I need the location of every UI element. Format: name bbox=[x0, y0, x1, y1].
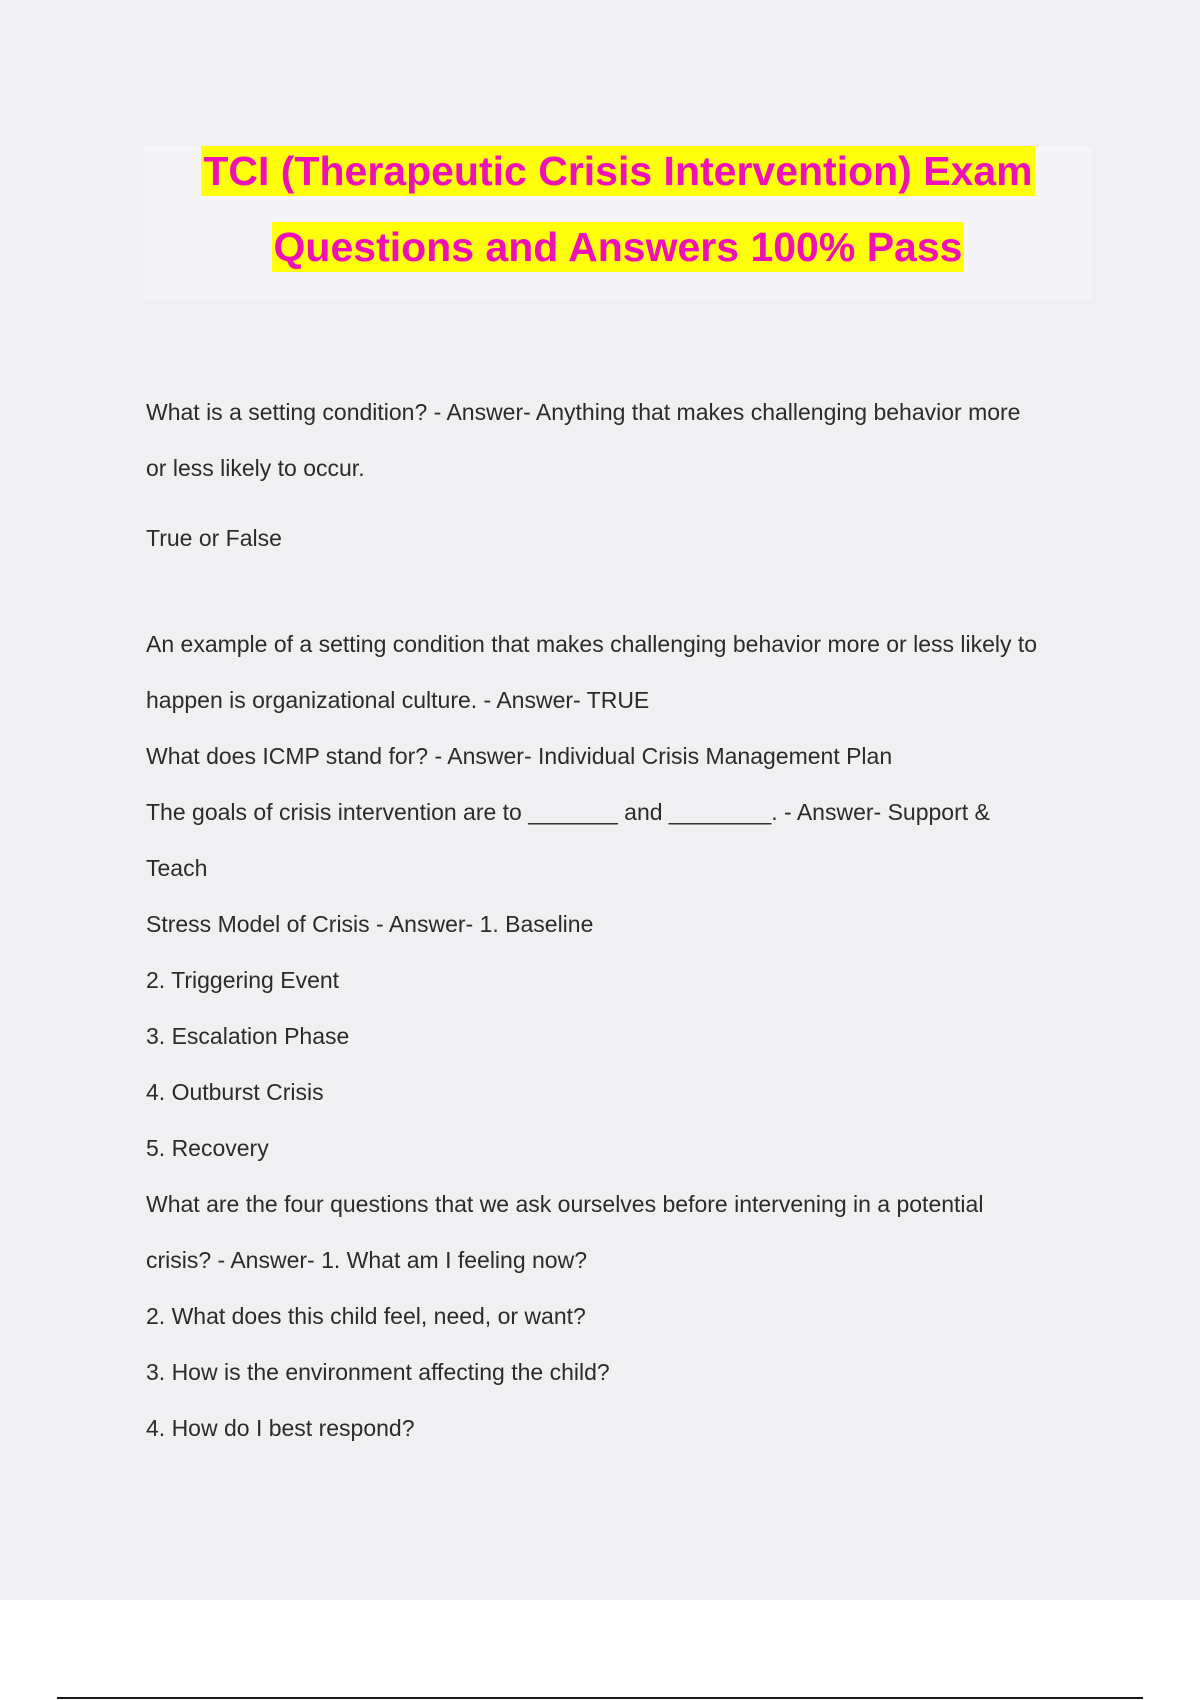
paragraph-line: happen is organizational culture. - Answer- TRUE bbox=[146, 687, 650, 713]
qa-organizational-culture bbox=[146, 616, 1106, 728]
paragraph-line: or less likely to occur. bbox=[146, 455, 365, 481]
paragraph-line: Teach bbox=[146, 855, 208, 881]
paragraph-line: An example of a setting condition that makes challenging behavior more or less likely to bbox=[146, 631, 1038, 657]
paragraph-line: crisis? - Answer- 1. What am I feeling now? bbox=[146, 1247, 587, 1273]
page-bottom-divider bbox=[57, 1697, 1143, 1699]
qa-stress-model bbox=[146, 896, 1106, 1176]
list-item: 2. Triggering Event bbox=[146, 967, 340, 993]
list-item: 3. How is the environment affecting the child? bbox=[146, 1359, 610, 1385]
qa-four-questions bbox=[146, 1176, 1106, 1456]
list-item: 4. How do I best respond? bbox=[146, 1415, 415, 1441]
qa-crisis-goals bbox=[146, 784, 1106, 896]
true-or-false-label: True or False bbox=[146, 525, 282, 551]
document-title-line-1: TCI (Therapeutic Crisis Intervention) Exam bbox=[203, 148, 1033, 194]
title-block bbox=[144, 146, 1092, 300]
list-item: 3. Escalation Phase bbox=[146, 1023, 350, 1049]
paragraph-line: What are the four questions that we ask ourselves before intervening in a potential bbox=[146, 1191, 984, 1217]
list-item: 2. What does this child feel, need, or want? bbox=[146, 1303, 586, 1329]
list-item: 4. Outburst Crisis bbox=[146, 1079, 324, 1105]
list-item: Stress Model of Crisis - Answer- 1. Baseline bbox=[146, 911, 594, 937]
paragraph-line: The goals of crisis intervention are to _______ and ________. - Answer- Support & bbox=[146, 799, 990, 825]
qa-icmp: What does ICMP stand for? - Answer- Individual Crisis Management Plan bbox=[146, 743, 893, 769]
document-body bbox=[146, 384, 1106, 1456]
paragraph-line: What is a setting condition? - Answer- Anything that makes challenging behavior more bbox=[146, 399, 1021, 425]
list-item: 5. Recovery bbox=[146, 1135, 269, 1161]
document-title-line-2: Questions and Answers 100% Pass bbox=[273, 224, 963, 270]
qa-setting-condition bbox=[146, 384, 1106, 496]
